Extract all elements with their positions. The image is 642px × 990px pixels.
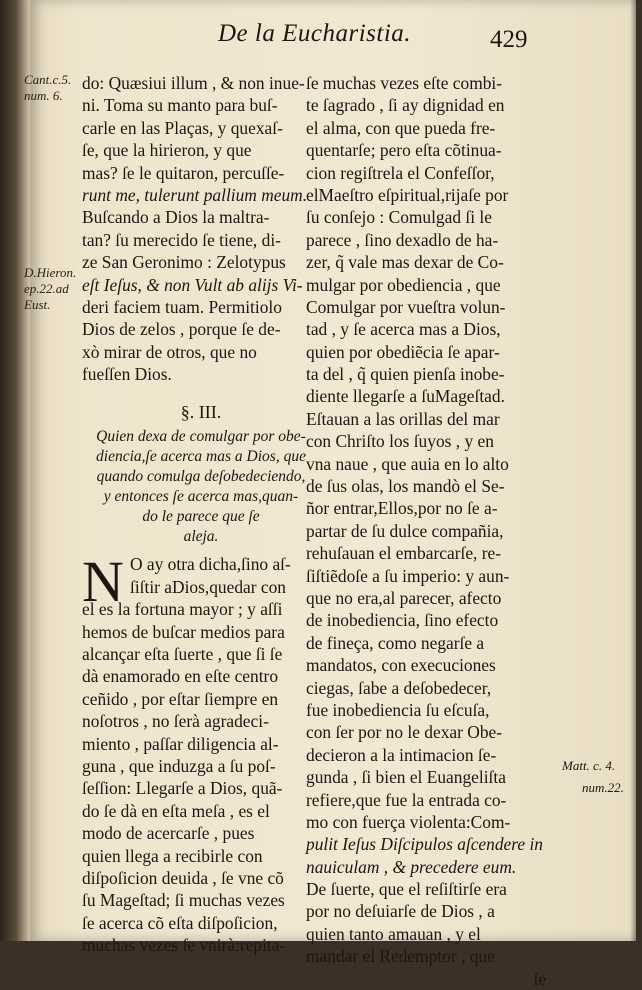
text-line: mulgar por obediencia , que — [306, 274, 501, 295]
text-line: dà enamorado en eſte centro — [82, 666, 279, 687]
text-line: ſiſtir aDios,quedar con — [130, 576, 286, 597]
text-line: xò mirar de otros, que no — [82, 341, 257, 362]
text-line: ciegas, ſabe a deſobedecer, — [306, 677, 492, 698]
text-line: decieron a la intimacion ſe- — [306, 744, 497, 765]
text-line: do: Quæsiui illum , & non inue- — [82, 73, 305, 93]
text-line: hemos de buſcar medios para — [82, 621, 285, 642]
text-line: Comulgar por vueſtra volun- — [306, 296, 506, 317]
text-line: deri faciem tuam. Permitiolo — [82, 296, 282, 317]
text-line: zer, q̃ vale mas dexar de Co- — [306, 252, 504, 273]
text-line: ſeſſion: Llegarſe a Dios, quã- — [82, 778, 283, 799]
text-line: tad , y ſe acerca mas a Dios, — [306, 319, 501, 340]
text-line: el alma, con que pueda fre- — [306, 117, 496, 138]
text-line: modo de acercarſe , pues — [82, 823, 255, 844]
text-line: quien tanto amauan , y el — [306, 923, 481, 944]
section-title-line: aleja. — [183, 528, 219, 546]
section-title-line: y entonces ſe acerca mas,quan- — [103, 488, 299, 506]
section-number: §. III. — [180, 402, 222, 423]
text-line: te ſagrado , ſi ay dignidad en — [306, 95, 505, 116]
text-line: fueſſen Dios. — [82, 364, 172, 385]
margin-note-matt: Matt. c. 4. — [562, 758, 616, 773]
text-line: mo con fuerça violenta:Com- — [306, 811, 511, 832]
text-line: nauiculam , & precedere eum. — [306, 856, 517, 877]
text-line: Eſtauan a las orillas del mar — [306, 408, 500, 429]
text-line: partar de ſu dulce compañia, — [306, 520, 504, 541]
margin-note-line: D.Hieron. — [24, 265, 77, 280]
text-line: tan? ſu merecido ſe tiene, di- — [82, 229, 281, 250]
text-line: de fineça, como negarſe a — [306, 632, 485, 653]
text-line: Buſcando a Dios la maltra- — [82, 207, 270, 228]
left-column — [82, 72, 320, 957]
text-line: ſu Mageſtad; ſi muchas vezes — [82, 890, 285, 911]
running-head-title: De la Eucharistia. — [218, 20, 412, 47]
text-line: mas? ſe le quitaron, percuſſe- — [82, 162, 285, 183]
text-line: por no deſuiarſe de Dios , a — [306, 901, 495, 922]
margin-note-line: Eust. — [24, 297, 51, 312]
text-line: muchas vezes ſe vnirà:repita- — [82, 935, 286, 956]
text-line: do ſe dà en eſta meſa , es el — [82, 800, 270, 821]
text-line: runt me, tulerunt pallium meum. — [82, 184, 308, 205]
text-line: refiere,que fue la entrada co- — [306, 789, 507, 810]
right-column — [306, 72, 556, 990]
text-line: Dios de zelos , porque ſe de- — [82, 319, 281, 340]
margin-note-line: num. 6. — [24, 88, 63, 103]
page-number: 429 — [490, 26, 528, 53]
drop-cap-paragraph — [82, 549, 320, 956]
text-line: que no era,al parecer, afecto — [306, 587, 502, 608]
text-line: vna naue , que auia en lo alto — [306, 453, 509, 474]
text-line: pulit Ieſus Diſcipulos aſcendere in — [306, 834, 543, 855]
text-line: miento , paſſar diligencia al- — [82, 733, 279, 754]
text-line: noſotros , no ſerà agradeci- — [82, 711, 269, 732]
text-line: fue inobediencia ſu eſcuſa, — [306, 699, 490, 720]
margin-note-cant — [24, 72, 71, 104]
text-line: ſiſtiẽdoſe a ſu imperio: y aun- — [306, 565, 510, 586]
text-line: gunda , ſi bien el Euangeliſta — [306, 767, 506, 788]
book-spine — [0, 0, 32, 941]
margin-note-line: ep.22.ad — [24, 281, 69, 296]
text-line: ta del , q̃ quien pienſa inobe- — [306, 364, 505, 385]
section-title-line: Quien dexa de comulgar por obe- — [96, 428, 306, 446]
text-line: ceñido , por eſtar ſiempre en — [82, 688, 279, 709]
text-line: mandatos, con execuciones — [306, 655, 496, 676]
text-line: con Chriſto los ſuyos , y en — [306, 431, 494, 452]
text-line: mandar el Redemptor , que — [306, 946, 495, 967]
text-line: quien llega a recibirle con — [82, 845, 263, 866]
text-line: ſe acerca cõ eſta diſpoſicion, — [82, 912, 278, 933]
text-line: elMaeſtro eſpiritual,rijaſe por — [306, 184, 509, 205]
section-title-line: do le parece que ſe — [142, 508, 260, 526]
catchword: ſe — [533, 968, 546, 989]
text-line: parece , ſino dexadlo de ha- — [306, 229, 499, 250]
text-line: de inobediencia, ſino efecto — [306, 610, 499, 631]
text-line: rehuſauan el embarcarſe, re- — [306, 543, 502, 564]
text-line: O ay otra dicha,ſino aſ- — [130, 554, 291, 575]
text-line: alcançar eſta ſuerte , que ſi ſe — [82, 644, 283, 665]
page-edge-shadow — [630, 0, 636, 941]
text-line: guna , que induzga a ſu poſ- — [82, 755, 276, 776]
text-line: ſu conſejo : Comulgad ſi le — [306, 207, 492, 228]
margin-note-line: Cant.c.5. — [24, 72, 72, 87]
text-line: carle en las Plaças, y quexaſ- — [82, 117, 283, 138]
drop-cap: N — [82, 549, 124, 615]
text-line: de ſus olas, los mandò el Se- — [306, 476, 505, 497]
text-line: quien por obediẽcia ſe apar- — [306, 341, 500, 362]
margin-note-matt-num: num.22. — [582, 780, 624, 795]
book-page — [24, 0, 636, 989]
text-line: ze San Geronimo : Zelotypus — [82, 252, 286, 273]
text-line: De ſuerte, que el reſiſtirſe era — [306, 879, 507, 900]
text-line: ni. Toma su manto para buſ- — [82, 95, 278, 116]
text-line: eſt Ieſus, & non Vult ab alijs Vi- — [82, 274, 303, 295]
text-line: diente llegarſe a ſuMageſtad. — [306, 386, 505, 407]
text-line: con ſer por no le dexar Obe- — [306, 722, 503, 743]
text-line: cion regiſtrela el Confeſſor, — [306, 162, 495, 183]
margin-note-hieron — [24, 265, 76, 313]
text-line: diſpoſicion deuida , ſe vne cõ — [82, 867, 284, 888]
text-line: el es la fortuna mayor ; y aſſi — [82, 599, 283, 620]
section-title-line: quando comulga deſobedeciendo, — [96, 468, 306, 486]
text-line: quentarſe; pero eſta cõtinua- — [306, 140, 502, 161]
text-line: ñor entrar,Ellos,por no ſe a- — [306, 498, 498, 519]
section-title-line: diencia,ſe acerca mas a Dios, que — [96, 448, 306, 466]
text-line: ſe, que la hirieron, y que — [82, 140, 252, 161]
text-line: ſe muchas vezes eſte combi- — [306, 73, 503, 93]
